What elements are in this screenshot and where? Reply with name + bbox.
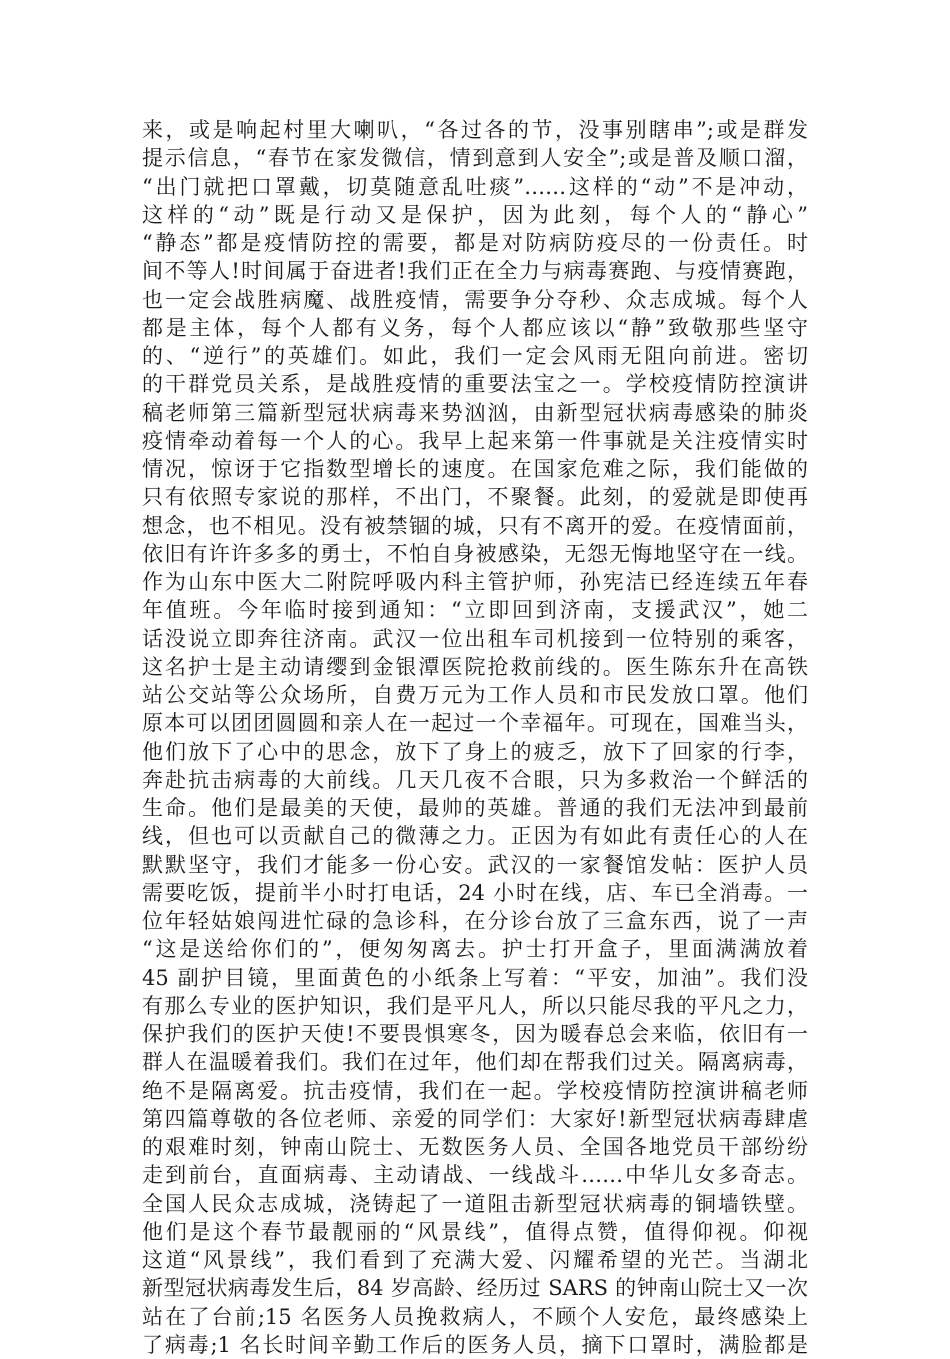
text-line: 保护我们的医护天使!不要畏惧寒冬，因为暖春总会来临，依旧有一: [142, 1022, 808, 1046]
body-text: [142, 116, 808, 1359]
text-line: 绝不是隔离爱。抗击疫情，我们在一起。学校疫情防控演讲稿老师: [142, 1078, 808, 1103]
text-line: 的、“逆行”的英雄们。如此，我们一定会风雨无阻向前进。密切: [142, 344, 808, 368]
text-line: 走到前台，直面病毒、主动请战、一线战斗……中华儿女多奇志。: [142, 1163, 808, 1188]
text-line: 站在了台前;15 名医务人员挽救病人，不顾个人安危，最终感染上: [142, 1304, 808, 1329]
text-line: 疫情牵动着每一个人的心。我早上起来第一件事就是关注疫情实时: [142, 428, 808, 453]
text-line: 群人在温暖着我们。我们在过年，他们却在帮我们过关。隔离病毒，: [142, 1050, 808, 1075]
text-line: 新型冠状病毒发生后，84 岁高龄、经历过 SARS 的钟南山院士又一次: [142, 1276, 808, 1301]
text-line: 他们是这个春节最靓丽的“风景线”，值得点赞，值得仰视。仰视: [142, 1219, 808, 1244]
text-line: 年值班。今年临时接到通知：“立即回到济南，支援武汉”，她二: [142, 598, 808, 623]
text-line: “静态”都是疫情防控的需要，都是对防病防疫尽的一份责任。时: [142, 231, 808, 255]
text-line: 站公交站等公众场所，自费万元为工作人员和市民发放口罩。他们: [142, 683, 808, 707]
text-line: 情况，惊讶于它指数型增长的速度。在国家危难之际，我们能做的: [142, 457, 808, 481]
text-line: 位年轻姑娘闯进忙碌的急诊科，在分诊台放了三盒东西，说了一声: [142, 909, 808, 933]
text-line: 话没说立即奔往济南。武汉一位出租车司机接到一位特别的乘客，: [142, 626, 808, 651]
text-line: 也一定会战胜病魔、战胜疫情，需要争分夺秒、众志成城。每个人: [142, 287, 808, 312]
text-line: 有那么专业的医护知识，我们是平凡人，所以只能尽我的平凡之力，: [142, 993, 808, 1018]
text-line: 依旧有许许多多的勇士，不怕自身被感染，无怨无悔地坚守在一线。: [142, 541, 808, 566]
text-line: 他们放下了心中的思念，放下了身上的疲乏，放下了回家的行李，: [142, 739, 808, 764]
text-line: 默默坚守，我们才能多一份心安。武汉的一家餐馆发帖：医护人员: [142, 852, 808, 877]
text-line: 奔赴抗击病毒的大前线。几天几夜不合眼，只为多救治一个鲜活的: [142, 767, 808, 792]
text-line: 全国人民众志成城，浇铸起了一道阻击新型冠状病毒的铜墙铁壁。: [142, 1191, 808, 1216]
text-line: 提示信息，“春节在家发微信，情到意到人安全”;或是普及顺口溜，: [142, 146, 808, 171]
text-line: 来，或是响起村里大喇叭，“各过各的节，没事别瞎串”;或是群发: [142, 118, 808, 142]
text-line: 生命。他们是最美的天使，最帅的英雄。普通的我们无法冲到最前: [142, 796, 808, 820]
text-line: 45 副护目镜，里面黄色的小纸条上写着：“平安，加油”。我们没: [142, 965, 808, 990]
text-line: 线，但也可以贡献自己的微薄之力。正因为有如此有责任心的人在: [142, 824, 808, 849]
text-line: 这名护士是主动请缨到金银潭医院抢救前线的。医生陈东升在高铁: [142, 654, 808, 679]
text-line: 间不等人!时间属于奋进者!我们正在全力与病毒赛跑、与疫情赛跑，: [142, 259, 808, 284]
text-line: 原本可以团团圆圆和亲人在一起过一个幸福年。可现在，国难当头，: [142, 711, 808, 736]
text-line: 这样的“动”既是行动又是保护，因为此刻，每个人的“静心”: [142, 202, 808, 227]
text-line: 的艰难时刻，钟南山院士、无数医务人员、全国各地党员干部纷纷: [142, 1135, 808, 1159]
text-line: 需要吃饭，提前半小时打电话，24 小时在线，店、车已全消毒。一: [142, 880, 808, 905]
text-line: 稿老师第三篇新型冠状病毒来势汹汹，由新型冠状病毒感染的肺炎: [142, 400, 808, 425]
text-line: 了病毒;1 名长时间辛勤工作后的医务人员，摘下口罩时，满脸都是: [142, 1332, 808, 1357]
text-line: 只有依照专家说的那样，不出门，不聚餐。此刻，的爱就是即使再: [142, 485, 808, 510]
text-line: “出门就把口罩戴，切莫随意乱吐痰”……这样的“动”不是冲动，: [142, 174, 808, 199]
text-line: 的干群党员关系，是战胜疫情的重要法宝之一。学校疫情防控演讲: [142, 372, 808, 397]
text-line: 作为山东中医大二附院呼吸内科主管护师，孙宪洁已经连续五年春: [142, 570, 808, 594]
text-line: 都是主体，每个人都有义务，每个人都应该以“静”致敬那些坚守: [142, 315, 808, 340]
text-line: 第四篇尊敬的各位老师、亲爱的同学们：大家好!新型冠状病毒肆虐: [142, 1106, 808, 1131]
text-line: 这道“风景线”，我们看到了充满大爱、闪耀希望的光芒。当湖北: [142, 1248, 808, 1272]
text-line: “这是送给你们的”，便匆匆离去。护士打开盒子，里面满满放着: [142, 937, 808, 962]
text-line: 想念，也不相见。没有被禁锢的城，只有不离开的爱。在疫情面前，: [142, 513, 808, 538]
